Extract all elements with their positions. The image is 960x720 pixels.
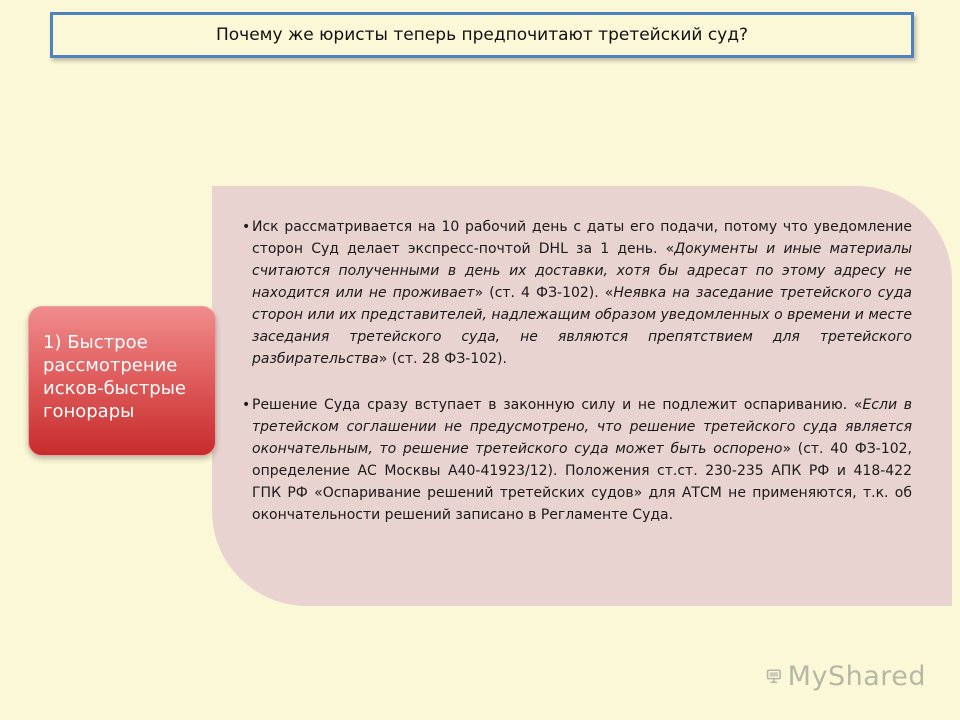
section-heading: 1) Быстрое рассмотрение исков-быстрые гонорары [43, 332, 186, 422]
bullet-text: » (ст. 28 ФЗ-102). [378, 351, 507, 367]
watermark-logo [766, 656, 926, 696]
bullet-quote: Неявка на заседание третейского суда сторон или их представителей, надлежащим образом уведомленных о времени и месте заседания третейского суда, не являются препятствием для третейского разбирательства [252, 285, 912, 367]
content-panel [212, 186, 952, 606]
section-heading-box [28, 306, 216, 456]
slide-title-box [50, 12, 914, 58]
bullet-quote: Документы и иные материалы считаются полученными в день их доставки, хотя бы адресат по этому адресу не находится или не проживает [252, 241, 913, 301]
bullet-text: » (ст. 4 ФЗ-102). « [474, 285, 614, 301]
bullet-text: » (ст. 40 ФЗ-102, определение АС Москвы А40-41923/12). Положения ст.ст. 230-235 АПК РФ и 418-422 ГПК РФ «Оспаривание решений третейских судов» для АТСМ не применяются, т.к. об окончательности решений записано в Регламенте Суда. [252, 441, 912, 523]
bullet-text: Решение Суда сразу вступает в законную силу и не подлежит оспариванию. « [252, 397, 863, 413]
slide-title: Почему же юристы теперь предпочитают третейский суд? [215, 25, 749, 45]
presentation-board-icon [766, 661, 782, 691]
bullet-text: Иск рассматривается на 10 рабочий день с даты его подачи, потому что уведомление сторон Суд делает экспресс-почтой DHL за 1 день. « [252, 219, 912, 257]
bullet-quote: Если в третейском соглашении не предусмотрено, что решение третейского суда является окончательным, то решение третейского суда может быть оспорено [252, 397, 912, 457]
watermark-text: MyShared [787, 660, 926, 692]
bullet-item [242, 216, 912, 370]
bullet-item [242, 394, 912, 526]
